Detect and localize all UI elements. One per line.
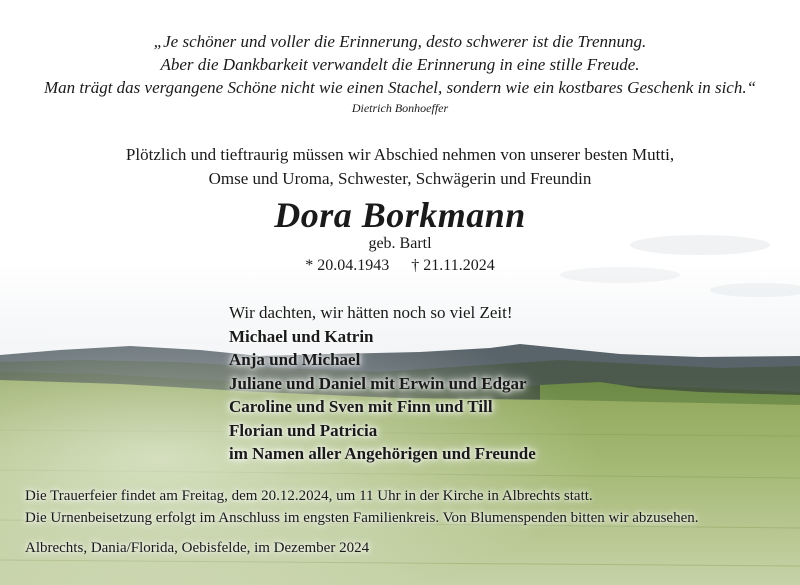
family-member: im Namen aller Angehörigen und Freunde	[229, 444, 536, 463]
intro-text	[0, 143, 800, 191]
intro-line: Plötzlich und tieftraurig müssen wir Abschied nehmen von unserer besten Mutti,	[125, 145, 675, 164]
family-member: Juliane und Daniel mit Erwin und Edgar	[229, 373, 527, 393]
family-member: Anja und Michael	[229, 350, 361, 369]
family-member: Michael und Katrin	[229, 326, 374, 346]
family-member: Florian und Patricia	[229, 420, 378, 440]
life-dates	[0, 257, 800, 275]
quote-block	[0, 30, 800, 99]
notice-line: Die Trauerfeier findet am Freitag, dem 20.12.2024, um 11 Uhr in der Kirche in Albrechts statt.	[25, 488, 593, 504]
quote-line: Man trägt das vergangene Schöne nicht wie einen Stachel, sondern wie ein kostbares Geschenk in sich.“	[43, 78, 757, 97]
family-motto: Wir dachten, wir hätten noch so viel Zeit!	[229, 303, 513, 322]
notice-line: Die Urnenbeisetzung erfolgt im Anschluss im engsten Familienkreis. Von Blumenspenden bitten wir abzusehen.	[25, 510, 699, 526]
family-member: Caroline und Sven mit Finn und Till	[229, 397, 493, 416]
death-date: † 21.11.2024	[411, 257, 495, 274]
quote-author: Dietrich Bonhoeffer	[351, 101, 449, 115]
funeral-notice	[25, 485, 785, 529]
birth-date: * 20.04.1943	[305, 257, 390, 274]
family-list	[229, 301, 749, 466]
deceased-name: Dora Borkmann	[274, 195, 526, 235]
quote-line: Aber die Dankbarkeit verwandelt die Erinnerung in eine stille Freude.	[160, 55, 640, 74]
maiden-name: geb. Bartl	[368, 235, 432, 252]
intro-line: Omse und Uroma, Schwester, Schwägerin und Freundin	[208, 169, 592, 188]
place-and-date: Albrechts, Dania/Florida, Oebisfelde, im Dezember 2024	[25, 540, 370, 556]
quote-line: „Je schöner und voller die Erinnerung, desto schwerer ist die Trennung.	[153, 32, 647, 51]
